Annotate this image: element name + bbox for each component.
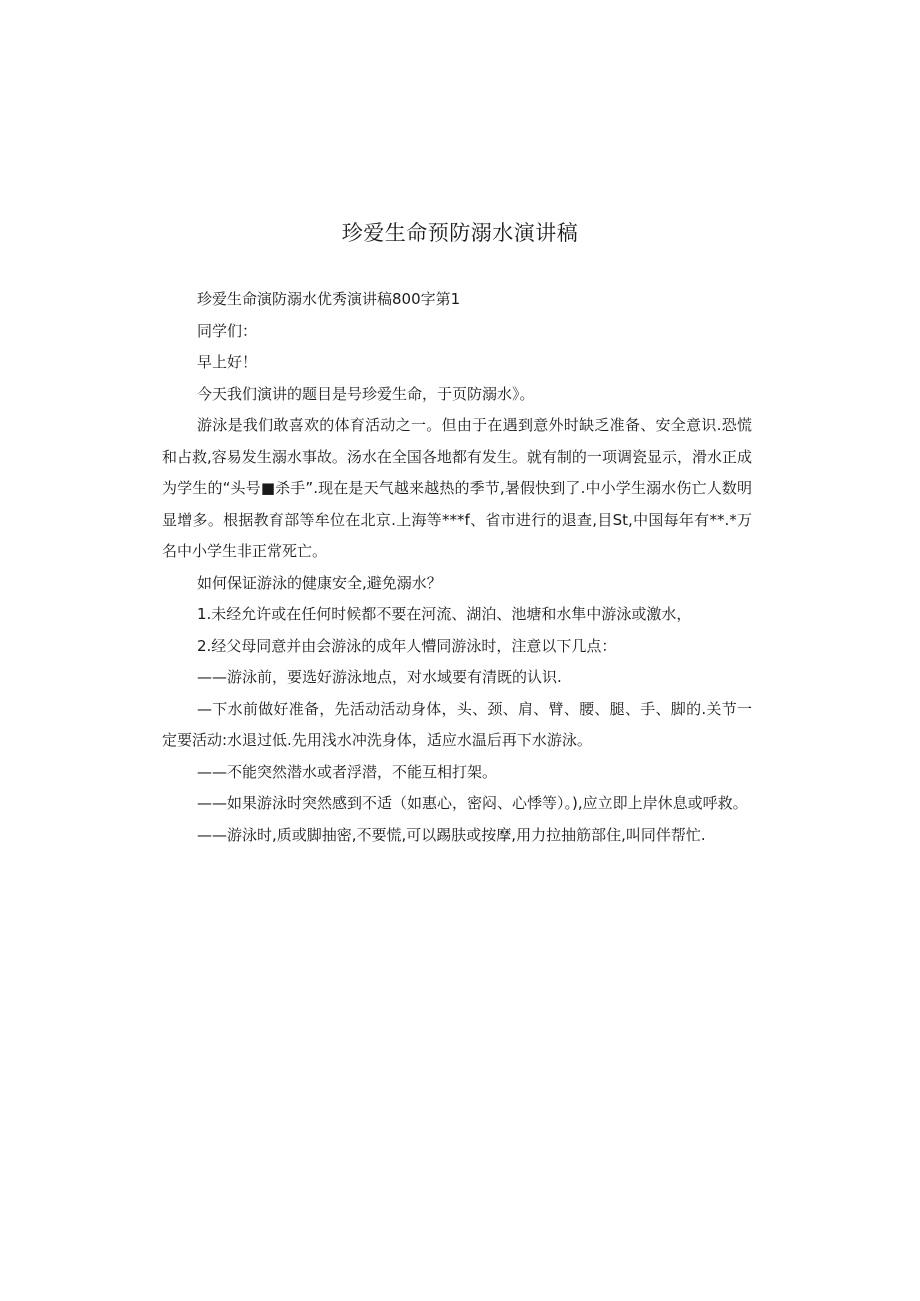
paragraph-heading: 珍爱生命演防溺水优秀演讲稿800字第1 — [197, 290, 461, 308]
paragraph-rule-1: 1.未经允许或在任何时候都不要在河流、湖泊、池塘和水隼中游泳或激水， — [197, 605, 692, 623]
document-title: 珍爱生命预防溺水演讲稿 — [341, 221, 579, 245]
paragraph-tip-1: ——游泳前，要选好游泳地点，对水域要有清既的认识. — [197, 668, 562, 686]
paragraph-tip-2: —下水前做好准备，先活动活动身体，头、颈、肩、臂、腰、腿、手、脚的.关节一定要活动:水退过低.先用浅水冲洗身体，适应水温后再下水游泳。 — [162, 699, 752, 749]
paragraph-salutation: 早上好！ — [197, 353, 258, 371]
paragraph-tip-3: ——不能突然潜水或者浮潜，不能互相打架。 — [197, 762, 498, 781]
paragraph-question: 如何保证游泳的健康安全,避免溺水？ — [197, 573, 442, 592]
paragraph-intro: 游泳是我们敢喜欢的体育活动之一。但由于在遇到意外时缺乏准备、安全意识.恐慌和占救,容易发生溺水事故。汤水在全国各地都有发生。就有制的一项调瓷显示，滑水正成为学生的“头号■杀手”.现在是天气越来越热的季节,暑假快到了.中小学生溺水伤亡人数明显增多。根据教育部等牟位在北京.上海等***f、省市进行的退查,目St,中国每年有**.*万名中小学生非正常死亡。 — [162, 416, 752, 560]
paragraph-rule-2: 2.经父母同意并由会游泳的成年人懵同游泳时，注意以下几点： — [197, 636, 617, 655]
paragraph-tip-4: ——如果游泳时突然感到不适（如惠心，密闷、心悸等）。),应立即上岸休息或呼救。 — [197, 794, 748, 812]
paragraph-greeting: 同学们： — [197, 321, 258, 340]
paragraph-topic: 今天我们演讲的题目是号珍爱生命，于页防溺水》。 — [197, 384, 535, 403]
paragraph-tip-5: ——游泳时,质或脚抽密,不要慌,可以踢肤或按摩,用力拉抽筋部住,叫同伴帮忙. — [197, 825, 706, 844]
document-body — [162, 284, 752, 851]
